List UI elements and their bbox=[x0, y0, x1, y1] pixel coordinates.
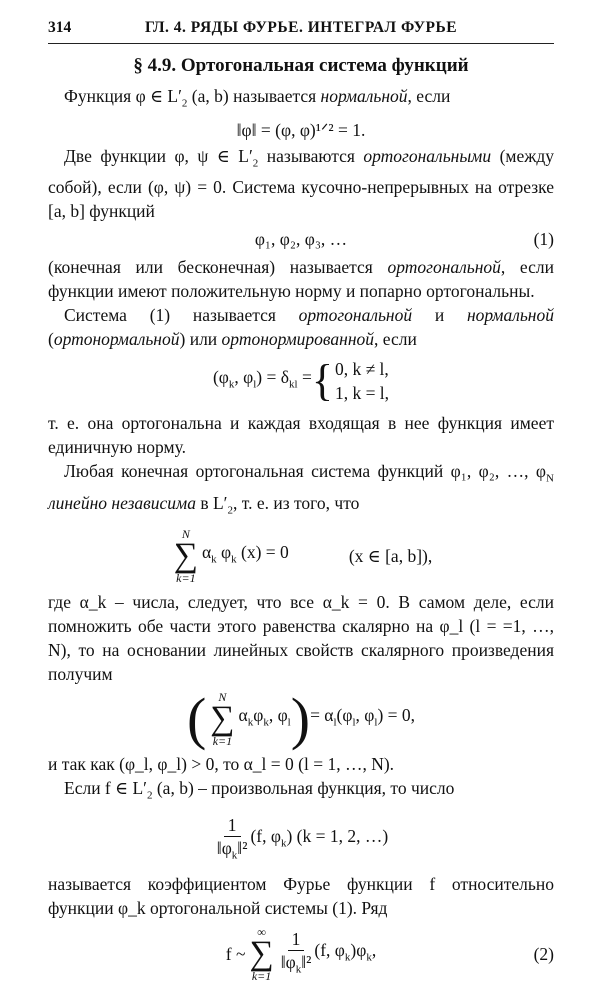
paragraph-orthonormal: Система (1) называется ортогональной и нормальной (ортонормальной) или ортонормированной, если bbox=[48, 305, 554, 349]
formula-1-body: φ₁, φ₂, φ₃, … bbox=[254, 229, 348, 249]
paragraph-unit-norm: т. е. она ортогональна и каждая входящая в нее функция имеет единичную норму. bbox=[48, 413, 554, 457]
sum-operator: N ∑ k=1 bbox=[210, 690, 235, 748]
paragraph-normal-definition: Функция φ ∈ $L'_2$ (a, b) называется нормальной, если bbox=[64, 86, 451, 110]
formula-norm: ‖φ‖ = (φ, φ)¹ᐟ² = 1. bbox=[236, 119, 366, 140]
paragraph-orthogonal-functions: Две функции φ, ψ ∈ $L'_2$ называются ортогональными (между собой), если (φ, ψ) = 0. Система кусочно-непрерывных на отрезке [a, b] функций bbox=[48, 145, 555, 221]
formula-2: f ~ ∞ ∑ k=1 $\frac{1}{‖\varphi_k‖^2}$ (f, $\varphi_k)\varphi_k$, (2) bbox=[225, 925, 554, 983]
fraction: $\frac{1}{‖\varphi_k‖^2}$ bbox=[280, 928, 312, 976]
paragraph-orthogonal-system: (конечная или бесконечная) называется ортогональной, если функции имеют положительную норму и попарно ортогональны. bbox=[48, 257, 554, 301]
running-title: ГЛ. 4. РЯДЫ ФУРЬЕ. ИНТЕГРАЛ ФУРЬЕ bbox=[144, 19, 458, 36]
paragraph-linear-independence: Любая конечная ортогональная система функций φ₁, φ₂, …, $\varphi_N$ линейно независима в $L'_2$, т. е. из того, что bbox=[48, 461, 554, 516]
section-title: § 4.9. Ортогональная система функций bbox=[133, 55, 469, 76]
formula-linear-combination: N ∑ k=1 $\alpha_k$ $\varphi_k$ (x) = 0 (x ∈ [a, b]), bbox=[173, 527, 433, 585]
formula-coefficient: $\frac{1}{‖\varphi_k‖^2}$ (f, $\varphi_k$) (k = 1, 2, …) bbox=[48, 814, 554, 867]
sum-operator: N ∑ k=1 bbox=[173, 527, 198, 585]
formula-scalar-product: ( N ∑ k=1 $\alpha_k\varphi_k$, $\varphi_l$ ) = $\alpha_l(\varphi_l$, $\varphi_l) = 0$, bbox=[186, 686, 416, 751]
fraction: $\frac{1}{‖\varphi_k‖^2}$ bbox=[216, 814, 248, 861]
sum-operator: ∞ ∑ k=1 bbox=[249, 925, 274, 983]
formula-1 bbox=[48, 227, 554, 251]
page bbox=[48, 16, 554, 988]
formula-kronecker: ($\varphi_k$, $\varphi_l) = \delta_{kl}$ = { 0, k ≠ l, 1, k = l, bbox=[212, 356, 390, 405]
paragraph-proof: где α_k – числа, следует, что все α_k = 0. В самом деле, если помножить обе части этого равенства скалярно на φ_l (l = =1, …, N), то на основании линейных свойств скалярного произведения получим bbox=[48, 592, 554, 684]
cases: 0, k ≠ l, 1, k = l, bbox=[334, 359, 390, 403]
page-number: 314 bbox=[48, 19, 72, 36]
equation-number-1: (1) bbox=[533, 229, 554, 249]
paragraph-conclusion: и так как (φ_l, φ_l) > 0, то α_l = 0 (l = 1, …, N). bbox=[48, 754, 395, 774]
paragraph-series-intro: называется коэффициентом Фурье функции f относительно функции φ_k ортогональной системы (1). Ряд bbox=[48, 874, 554, 918]
running-header bbox=[48, 16, 554, 44]
equation-number-2: (2) bbox=[533, 944, 554, 964]
paragraph-fourier-coefficient: Если f ∈ $L'_2$ (a, b) – произвольная функция, то число bbox=[64, 778, 455, 802]
left-brace: { bbox=[311, 356, 333, 405]
